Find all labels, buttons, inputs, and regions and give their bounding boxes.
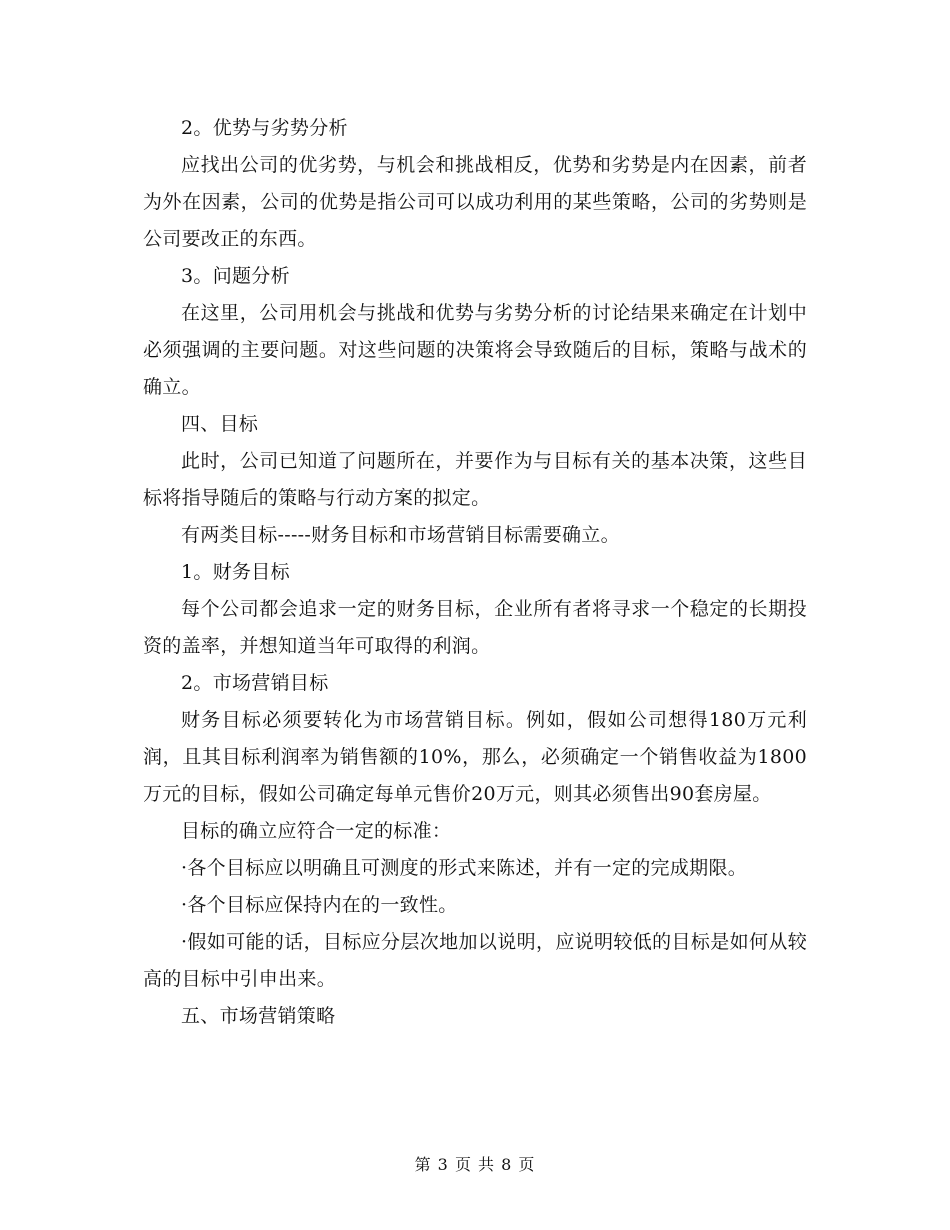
paragraph-criteria-intro: 目标的确立应符合一定的标准：	[181, 820, 452, 842]
section-heading-marketing-objectives: 2。市场营销目标	[181, 672, 329, 694]
section-heading-objectives: 四、目标	[181, 413, 259, 435]
paragraph-problem-analysis: 在这里，公司用机会与挑战和优势与劣势分析的讨论结果来确定在计划中必须强调的主要问题。对这些问题的决策将会导致随后的目标，策略与战术的确立。	[143, 302, 807, 398]
paragraph-two-objective-types: 有两类目标-----财务目标和市场营销目标需要确立。	[181, 524, 620, 546]
section-heading-financial-objectives: 1。财务目标	[181, 561, 290, 583]
page-number-footer: 第 3 页 共 8 页	[414, 1155, 536, 1174]
paragraph-financial-objectives: 每个公司都会追求一定的财务目标，企业所有者将寻求一个稳定的长期投资的盖率，并想知道当年可取得的利润。	[143, 598, 807, 657]
document-body	[143, 110, 807, 1035]
bullet-consistency: ·各个目标应保持内在的一致性。	[181, 894, 458, 916]
paragraph-strengths-weaknesses: 应找出公司的优劣势，与机会和挑战相反，优势和劣势是内在因素，前者为外在因素，公司的优势是指公司可以成功利用的某些策略，公司的劣势则是公司要改正的东西。	[143, 154, 807, 250]
section-heading-strengths-weaknesses: 2。优势与劣势分析	[181, 117, 348, 139]
section-heading-problem-analysis: 3。问题分析	[181, 265, 290, 287]
bullet-hierarchy: ·假如可能的话，目标应分层次地加以说明，应说明较低的目标是如何从较高的目标中引申出来。	[143, 931, 807, 990]
paragraph-marketing-objectives: 财务目标必须要转化为市场营销目标。例如，假如公司想得180万元利润，且其目标利润率为销售额的10%，那么，必须确定一个销售收益为1800万元的目标，假如公司确定每单元售价20万元，则其必须售出90套房屋。	[143, 709, 807, 805]
bullet-measurable: ·各个目标应以明确且可测度的形式来陈述，并有一定的完成期限。	[181, 857, 748, 879]
section-heading-marketing-strategy: 五、市场营销策略	[181, 1005, 336, 1027]
paragraph-objectives-intro: 此时，公司已知道了问题所在，并要作为与目标有关的基本决策，这些目标将指导随后的策略与行动方案的拟定。	[143, 450, 807, 509]
